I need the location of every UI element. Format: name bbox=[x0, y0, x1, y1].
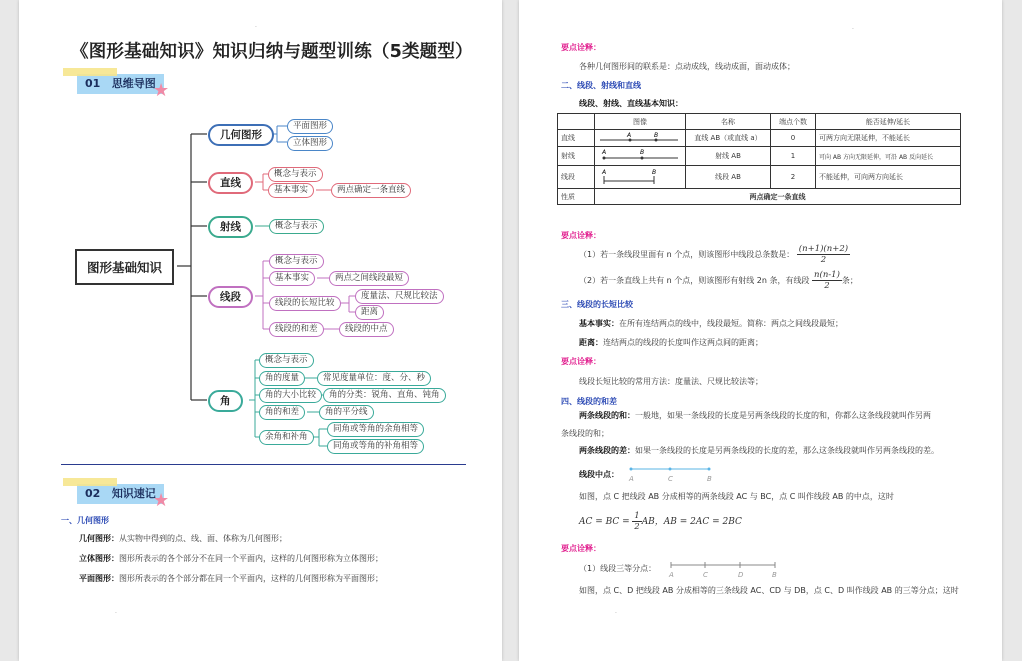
point-label: B bbox=[772, 571, 777, 579]
section-number: 02 bbox=[85, 487, 101, 500]
divider bbox=[61, 464, 466, 465]
mindmap-node-complement-supplement: 余角和补角 bbox=[259, 430, 314, 445]
page-right bbox=[519, 0, 1002, 661]
key-point-label: 要点诠释： bbox=[561, 43, 601, 52]
table-row bbox=[558, 166, 961, 189]
key-point-label: 要点诠释： bbox=[561, 544, 601, 553]
row-extend: 不能延伸，可向两方向延长 bbox=[816, 166, 961, 189]
section-label: 知识速记 bbox=[111, 487, 156, 500]
page-mark: · bbox=[852, 26, 854, 33]
point-label: A bbox=[602, 149, 607, 156]
mindmap-node-ray-concept: 概念与表示 bbox=[269, 219, 324, 234]
row-extend: 可两方向无限延伸，不能延长 bbox=[816, 130, 961, 147]
table-row bbox=[558, 130, 961, 147]
key-point-text: 线段长短比较的常用方法：度量法、尺规比较法等； bbox=[579, 377, 763, 386]
point-label: B bbox=[640, 149, 645, 156]
row-type: 性质 bbox=[558, 189, 595, 205]
section-label: 思维导图 bbox=[111, 77, 156, 90]
diff-definition: 两条线段的差：如果一条线段的长度是另两条线段的长度的差，那么这条线段就叫作另两条线段的差。 bbox=[579, 446, 939, 455]
line-figure bbox=[595, 130, 686, 147]
key-point-label: 要点诠释： bbox=[561, 357, 601, 366]
star-icon: ★ bbox=[153, 490, 170, 511]
mindmap-node-angle-concept: 概念与表示 bbox=[259, 353, 314, 368]
table-row bbox=[558, 147, 961, 166]
subheading-basics: 线段、射线、直线基本知识： bbox=[579, 99, 683, 108]
column-header: 名称 bbox=[686, 114, 771, 130]
formula-text: 条； bbox=[841, 276, 858, 285]
key-point-formula-2 bbox=[579, 270, 858, 291]
midpoint-text: 如图，点 C 把线段 AB 分成相等的两条线段 AC 与 BC，点 C 叫作线段 AB 的中点，这时 bbox=[579, 492, 894, 501]
key-point-label: 要点诠释： bbox=[561, 231, 601, 240]
formula-text: （2）若一条直线上共有 n 个点，则该图形有射线 2n 条，有线段 bbox=[579, 276, 810, 285]
mindmap-node-segment-distance: 距离 bbox=[355, 305, 384, 320]
midpoint-figure-icon bbox=[627, 462, 713, 484]
mindmap-node-solid-shapes: 立体图形 bbox=[287, 136, 333, 151]
sum-definition-cont: 条线段的和； bbox=[561, 429, 609, 438]
column-header: 端点个数 bbox=[771, 114, 816, 130]
table-row bbox=[558, 189, 961, 205]
point-label: A bbox=[629, 475, 634, 483]
star-icon: ★ bbox=[153, 80, 170, 101]
row-name: 射线 AB bbox=[686, 147, 771, 166]
heading-lines: 二、线段、射线和直线 bbox=[561, 81, 641, 90]
point-label: A bbox=[602, 169, 607, 176]
segment-figure bbox=[595, 166, 686, 189]
ray-figure bbox=[595, 147, 686, 166]
point-label: A bbox=[627, 132, 632, 139]
fraction: $\frac{1}{2}$ bbox=[634, 511, 640, 532]
mindmap-node-segment-fact: 基本事实 bbox=[269, 271, 315, 286]
nature-value: 两点确定一条直线 bbox=[595, 189, 961, 205]
fraction: $\frac{(n+1)(n+2)}{2}$ bbox=[798, 244, 849, 265]
fact-line: 基本事实：在所有连结两点的线中，线段最短。简称：两点之间线段最短； bbox=[579, 319, 843, 328]
mindmap-node-line: 直线 bbox=[208, 172, 253, 194]
mindmap-node-angle-measure: 角的度量 bbox=[259, 371, 305, 386]
mindmap-node-angle-types: 角的分类：锐角、直角、钝角 bbox=[323, 388, 446, 403]
ray-figure-icon bbox=[598, 147, 680, 163]
fraction: $\frac{n(n-1)}{2}$ bbox=[814, 270, 840, 291]
formula-text: （1）若一条线段里面有 n 个点，则该图形中线段总条数是： bbox=[579, 250, 795, 259]
row-ends: 0 bbox=[771, 130, 816, 147]
mindmap-node-supplement-rule: 同角或等角的补角相等 bbox=[327, 439, 424, 454]
column-header: 图像 bbox=[595, 114, 686, 130]
mindmap-node-line-fact: 基本事实 bbox=[268, 183, 314, 198]
knowledge-item: 平面图形：图形所表示的各个部分都在同一个平面内，这样的几何图形称为平面图形； bbox=[79, 574, 383, 583]
point-label: B bbox=[652, 169, 657, 176]
mindmap-node-segment-midpoint: 线段的中点 bbox=[339, 322, 394, 337]
mindmap-node-angle-compare: 角的大小比较 bbox=[259, 388, 322, 403]
row-name: 线段 AB bbox=[686, 166, 771, 189]
midpoint-formula bbox=[579, 511, 742, 532]
mindmap-node-segment-compare-methods: 度量法、尺规比较法 bbox=[355, 289, 444, 304]
page-mark: · bbox=[615, 610, 617, 617]
row-ends: 2 bbox=[771, 166, 816, 189]
heading-compare: 三、线段的长短比较 bbox=[561, 300, 633, 309]
mindmap-node-plane-shapes: 平面图形 bbox=[287, 119, 333, 134]
page-mark: · bbox=[115, 610, 117, 617]
mindmap-node-ray: 射线 bbox=[208, 216, 253, 238]
midpoint-term: 线段中点： bbox=[579, 470, 619, 479]
heading-sum-diff: 四、线段的和差 bbox=[561, 397, 617, 406]
point-label: C bbox=[668, 475, 673, 483]
line-comparison-table bbox=[557, 113, 961, 205]
mindmap-node-line-concept: 概念与表示 bbox=[268, 167, 323, 182]
section-badge-knowledge bbox=[77, 484, 164, 504]
key-point-formula-1 bbox=[579, 244, 850, 265]
mindmap-node-complement-rule: 同角或等角的余角相等 bbox=[327, 422, 424, 437]
line-figure-icon bbox=[598, 130, 680, 144]
distance-line: 距离：连结两点的线段的长度叫作这两点间的距离； bbox=[579, 338, 763, 347]
mindmap-node-segment-fact-detail: 两点之间线段最短 bbox=[329, 271, 409, 286]
point-label: B bbox=[707, 475, 712, 483]
page-mark: · bbox=[255, 24, 257, 31]
column-header: 能否延伸/延长 bbox=[816, 114, 961, 130]
row-type: 线段 bbox=[558, 166, 595, 189]
row-type: 直线 bbox=[558, 130, 595, 147]
mindmap-node-angle: 角 bbox=[208, 390, 243, 412]
mindmap-node-line-fact-detail: 两点确定一条直线 bbox=[331, 183, 411, 198]
key-point-text: 各种几何图形间的联系是：点动成线，线动成面，面动成体； bbox=[579, 62, 795, 71]
mindmap-node-segment-compare: 线段的长短比较 bbox=[269, 296, 341, 311]
mindmap-node-angle-bisector: 角的平分线 bbox=[319, 405, 374, 420]
trisection-label: （1）线段三等分点： bbox=[579, 564, 657, 573]
segment-figure-icon bbox=[598, 166, 680, 186]
trisection-figure-icon bbox=[667, 558, 779, 580]
point-label: B bbox=[654, 132, 659, 139]
knowledge-item: 立体图形：图形所表示的各个部分不在同一个平面内，这样的几何图形称为立体图形； bbox=[79, 554, 383, 563]
page-left bbox=[19, 0, 502, 661]
formula-text: AB，AB = 2AC = 2BC bbox=[641, 517, 742, 527]
row-extend: 可向 AB 方向无限延伸，可沿 AB 反向延长 bbox=[816, 147, 961, 166]
knowledge-item: 几何图形：从实物中得到的点、线、面、体称为几何图形； bbox=[79, 534, 287, 543]
formula-text: AC = BC = bbox=[579, 517, 630, 527]
mindmap-node-segment-sum-diff: 线段的和差 bbox=[269, 322, 324, 337]
section-number: 01 bbox=[85, 77, 101, 90]
mindmap-node-segment: 线段 bbox=[208, 286, 253, 308]
row-name: 直线 AB（或直线 a） bbox=[686, 130, 771, 147]
point-label: A bbox=[669, 571, 674, 579]
heading-geometric-shapes: 一、几何图形 bbox=[61, 516, 109, 525]
mindmap-node-angle-sum-diff: 角的和差 bbox=[259, 405, 305, 420]
trisection-text: 如图，点 C、D 把线段 AB 分成相等的三条线段 AC、CD 与 DB，点 C、D 叫作线段 AB 的三等分点；这时 bbox=[579, 586, 959, 595]
mindmap-root: 图形基础知识 bbox=[75, 249, 174, 285]
mindmap-node-geometric-shapes: 几何图形 bbox=[208, 124, 274, 146]
row-ends: 1 bbox=[771, 147, 816, 166]
mindmap-node-segment-concept: 概念与表示 bbox=[269, 254, 324, 269]
tape-decoration bbox=[63, 478, 117, 486]
mindmap-node-angle-units: 常见度量单位：度、分、秒 bbox=[317, 371, 431, 386]
row-type: 射线 bbox=[558, 147, 595, 166]
point-label: C bbox=[703, 571, 708, 579]
point-label: D bbox=[738, 571, 744, 579]
document-title: 《图形基础知识》知识归纳与题型训练（5类题型） bbox=[71, 42, 473, 62]
sum-definition: 两条线段的和：一般地，如果一条线段的长度是另两条线段的长度的和，你都么这条线段就叫作另两 bbox=[579, 411, 931, 420]
